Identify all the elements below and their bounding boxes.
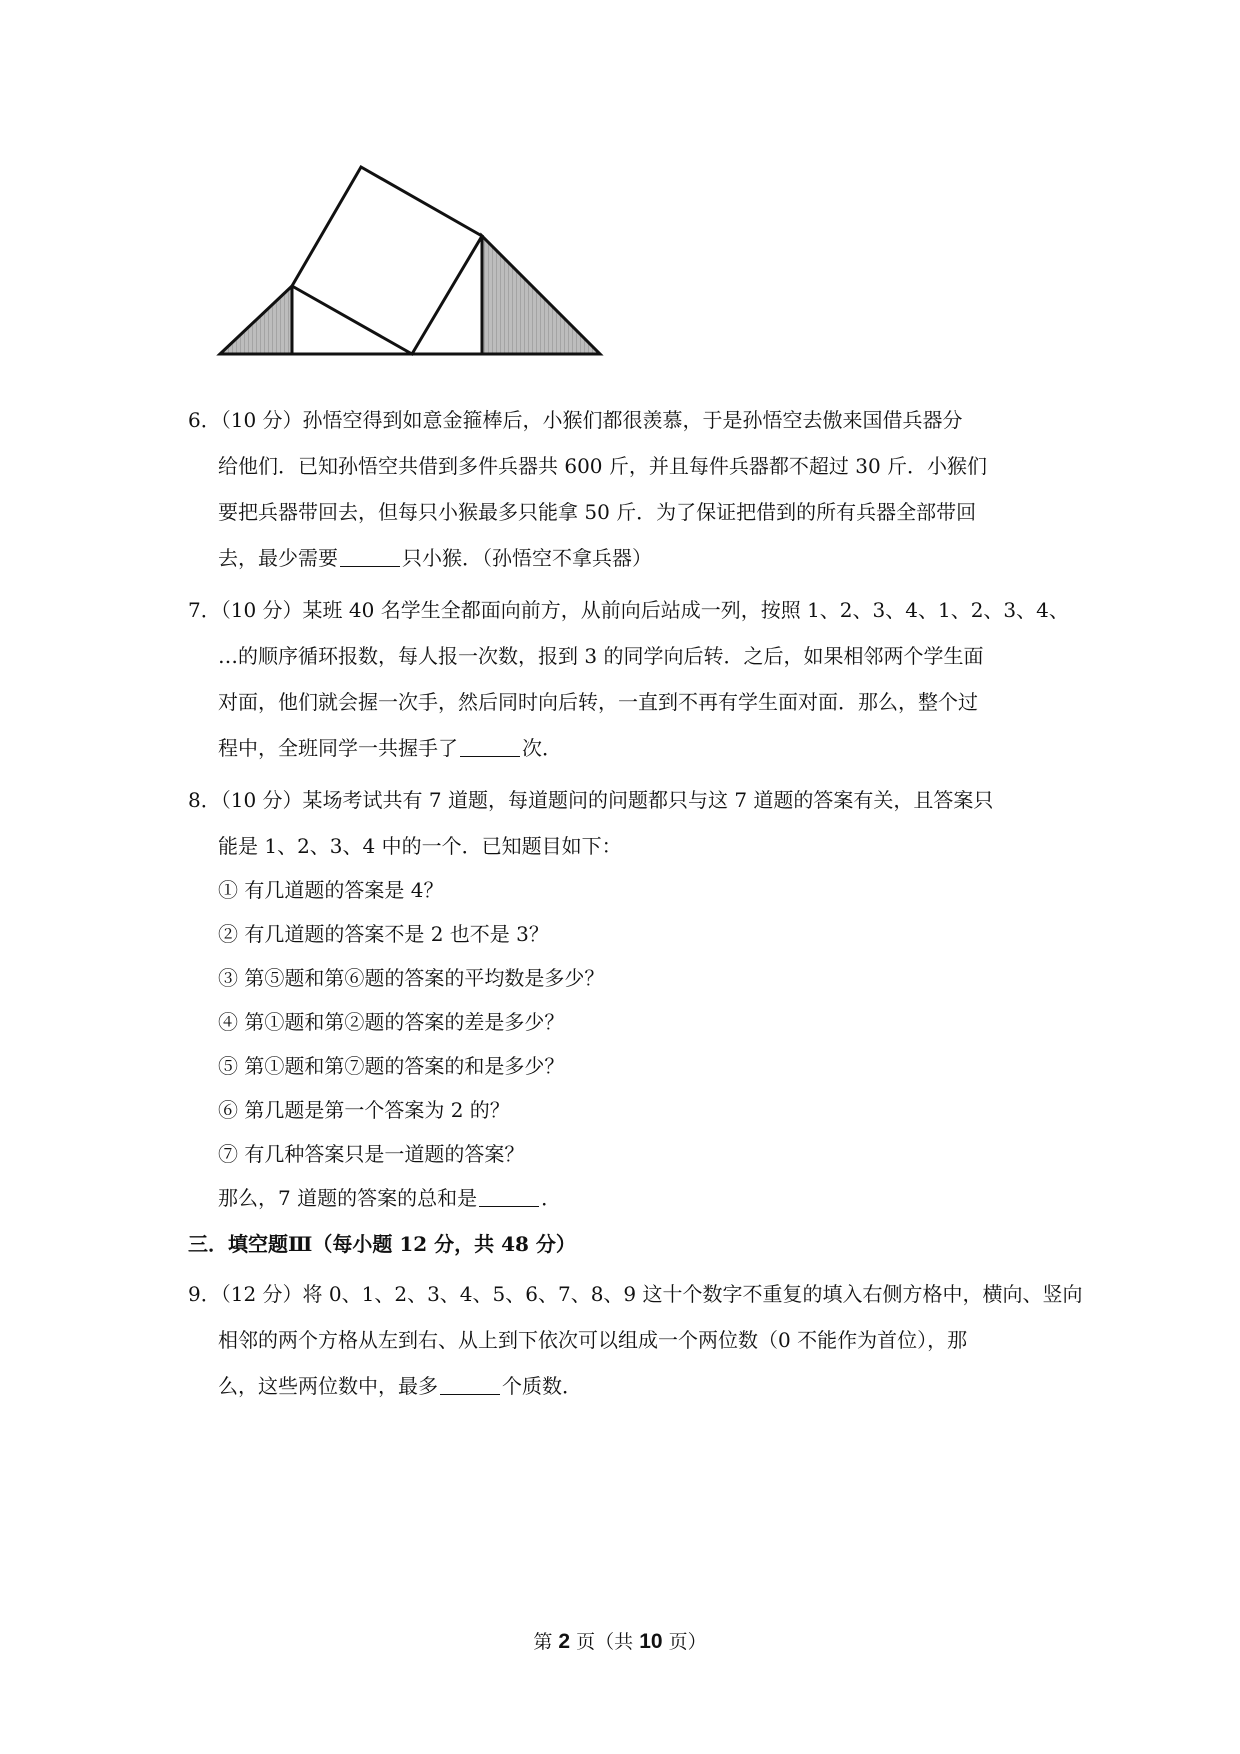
right-shaded-triangle bbox=[482, 236, 600, 354]
q9-text-line-2: 相邻的两个方格从左到右、从上到下依次可以组成一个两位数（0 不能作为首位），那 bbox=[218, 1328, 968, 1352]
q8-item-6: ⑥ 第几题是第一个答案为 2 的？ bbox=[218, 1098, 510, 1122]
q8-item-1: ① 有几道题的答案是 4？ bbox=[218, 878, 444, 902]
q9-score: （12 分） bbox=[220, 1282, 303, 1306]
q8-answer-blank[interactable] bbox=[479, 1186, 539, 1207]
q6-text-line-1: 孙悟空得到如意金箍棒后，小猴们都很羡慕，于是孙悟空去傲来国借兵器分 bbox=[302, 408, 963, 432]
q6-score: （10 分） bbox=[220, 408, 303, 432]
q6-text-line-2: 给他们．已知孙悟空共借到多件兵器共 600 斤，并且每件兵器都不超过 30 斤．小猴们 bbox=[218, 454, 988, 478]
q7-score: （10 分） bbox=[220, 598, 303, 622]
q8-item-5: ⑤ 第①题和第⑦题的答案的和是多少？ bbox=[218, 1054, 565, 1078]
q9-number: 9． bbox=[188, 1282, 221, 1306]
q7-number: 7． bbox=[188, 598, 221, 622]
large-square bbox=[292, 167, 482, 354]
section-3-title: 三．填空题Ⅲ（每小题 12 分，共 48 分） bbox=[188, 1232, 576, 1256]
q8-item-3: ③ 第⑤题和第⑥题的答案的平均数是多少？ bbox=[218, 966, 605, 990]
q8-text-line-2: 能是 1、2、3、4 中的一个．已知题目如下： bbox=[218, 834, 622, 858]
q7-text-line-2: …的顺序循环报数，每人报一次数，报到 3 的同学向后转．之后，如果相邻两个学生面 bbox=[218, 644, 984, 668]
q6-first-line bbox=[188, 406, 963, 434]
q8-item-7: ⑦ 有几种答案只是一道题的答案？ bbox=[218, 1142, 525, 1166]
q9-answer-blank[interactable] bbox=[440, 1374, 500, 1395]
q8-score: （10 分） bbox=[220, 788, 303, 812]
q7-text-line-1: 某班 40 名学生全都面向前方，从前向后站成一列，按照 1、2、3、4、1、2、3、4、 bbox=[302, 598, 1069, 622]
q6-number: 6． bbox=[188, 408, 221, 432]
q7-answer-blank[interactable] bbox=[460, 736, 520, 757]
q8-number: 8． bbox=[188, 788, 221, 812]
q6-answer-blank[interactable] bbox=[340, 546, 400, 567]
q9-text-line-1: 将 0、1、2、3、4、5、6、7、8、9 这十个数字不重复的填入右侧方格中，横向、竖向 bbox=[302, 1282, 1083, 1306]
q9-first-line bbox=[188, 1280, 1083, 1308]
q8-final-line: 那么，7 道题的答案的总和是 ． bbox=[218, 1186, 562, 1210]
q6-text-line-4: 去，最少需要 只小猴．（孙悟空不拿兵器） bbox=[218, 546, 652, 570]
q8-item-4: ④ 第①题和第②题的答案的差是多少？ bbox=[218, 1010, 565, 1034]
q8-item-2: ② 有几道题的答案不是 2 也不是 3？ bbox=[218, 922, 549, 946]
q6-text-line-3: 要把兵器带回去，但每只小猴最多只能拿 50 斤．为了保证把借到的所有兵器全部带回 bbox=[218, 500, 977, 524]
q7-first-line bbox=[188, 596, 1069, 624]
q7-text-line-3: 对面，他们就会握一次手，然后同时向后转，一直到不再有学生面对面．那么，整个过 bbox=[218, 690, 978, 714]
q7-text-line-4: 程中，全班同学一共握手了 次． bbox=[218, 736, 562, 760]
total-page-count: 10 bbox=[639, 1630, 663, 1653]
left-shaded-triangle bbox=[220, 286, 292, 354]
triangle-squares-figure bbox=[210, 160, 610, 360]
q8-first-line bbox=[188, 786, 993, 814]
q8-text-line-1: 某场考试共有 7 道题，每道题问的问题都只与这 7 道题的答案有关，且答案只 bbox=[302, 788, 994, 812]
page-footer: 第 2 页（共 10 页） bbox=[533, 1630, 707, 1653]
current-page-number: 2 bbox=[558, 1630, 571, 1653]
q9-text-line-3: 么，这些两位数中，最多 个质数． bbox=[218, 1374, 582, 1398]
